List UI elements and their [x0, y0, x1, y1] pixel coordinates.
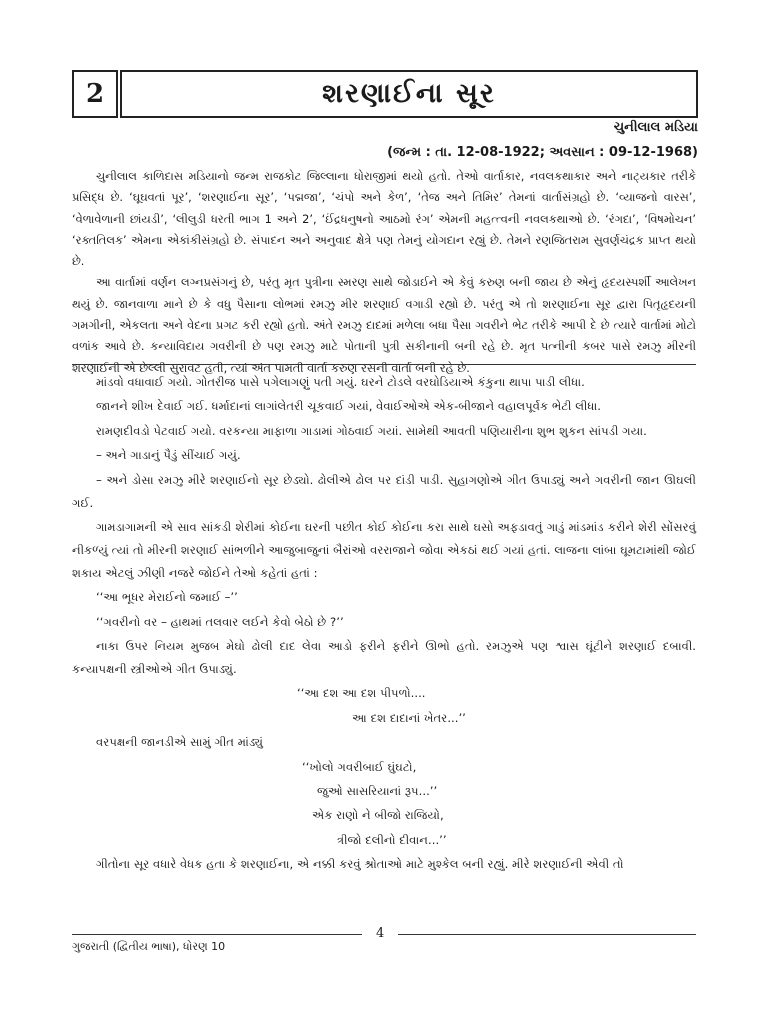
section-divider	[72, 364, 696, 365]
story-paragraph: ‘‘ગવરીનો વર – હાથમાં તલવાર લઈને કેવો બેઠો છે ?’’	[96, 614, 344, 629]
story-paragraph: – અને ડોસા રમઝુ મીરે શરણાઈનો સૂર છેડ્યો. ઢોલીએ ઢોલ પર દાંડી પાડી. સુહાગણોએ ગીત ઉપાડ્યું અને ગવરીની જાન ઊઘલી ગઈ.	[72, 472, 696, 510]
story-paragraph: – અને ગાડાનું પૈડું સીંચાઈ ગયું.	[96, 448, 241, 463]
chapter-header	[72, 70, 698, 116]
song-line: એક રાણો ને બીજો રાજિયો,	[312, 808, 444, 823]
song-line: જુઓ સાસરિયાનાં રૂપ...’’	[317, 783, 438, 798]
page-number: 4	[376, 926, 385, 941]
story-paragraph: ‘‘આ ભૂધર મેરાઈનો જમાઈ –’’	[96, 590, 238, 605]
song-line: ત્રીજો દલીનો દીવાન...’’	[337, 832, 447, 847]
chapter-number: 2	[72, 70, 118, 118]
intro-paragraph: આ વાર્તામાં વર્ણન લગ્નપ્રસંગનું છે, પરંતુ મૃત પુત્રીના સ્મરણ સાથે જોડાઈને એ કેવું કરુણ બની જાય છે એનું હૃદયસ્પર્શી આલેખન થયું છે. જાનવાળા માને છે કે વધુ પૈસાના લોભમાં રમઝુ મીર શરણાઈ વગાડી રહ્યો છે. પરંતુ એ તો શરણાઈના સૂર દ્વારા પિતૃહૃદયની ગમગીની, એકલતા અને વેદના પ્રગટ કરી રહ્યો હતો. અંતે રમઝુ દાદમાં મળેલા બધા પૈસા ગવરીને ભેટ તરીકે આપી દે છે ત્યારે વાર્તામાં મોટો વળાંક આવે છે. કન્યાવિદાય ગવરીની છે પણ રમઝુ માટે પોતાની પુત્રી સકીનાની બની રહે છે. મૃત પત્નીની કબર પાસે રમઝુ મીરની શરણાઈની એ છેલ્લી સુરાવટ હતી, ત્યાં અંત પામતી વાર્તા કરુણ રસની વાર્તા બની રહે છે.	[72, 275, 696, 375]
song-line: ‘‘આ દશ આ દશ પીપળો....	[297, 686, 426, 701]
story-paragraph: ગામડાગામની એ સાવ સાંકડી શેરીમાં કોઈના ઘરની પછીત કોઈ કોઈના કરા સાથે ઘસો અફડાવતું ગાડું માંડમાંડ કરીને શેરી સોંસરવું નીકળ્યું ત્યાં તો મીરની શરણાઈ સાંભળીને આજુબાજુનાં બૈરાંઓ વરરાજાને જોવા એકઠાં થઈ ગયાં હતાં. લાજના લાંબા ઘૂમટામાંથી જોઈ શકાય એટલું ઝીણી નજરે જોઈને તેઓ કહેતાં હતાં :	[72, 519, 696, 580]
song-line: ‘‘ખોલો ગવરીબાઈ ઘુંઘટો,	[302, 759, 417, 774]
footer-rule-right	[398, 934, 696, 935]
story-paragraph: જાનને શીખ દેવાઈ ગઈ. ધર્માદાનાં લાગાંલેતરી ચૂકવાઈ ગયાં, વેવાઈઓએ એક-બીજાને વહાલપૂર્વક ભેટી લીધા.	[96, 399, 601, 414]
book-title: ગુજરાતી (દ્વિતીય ભાષા), ધોરણ 10	[72, 940, 226, 953]
story-paragraph: વરપક્ષની જાનડીએ સામું ગીત માંડ્યું	[96, 735, 264, 750]
footer-rule-left	[72, 934, 362, 935]
story-paragraph: રામણદીવડો પેટવાઈ ગયો. વરકન્યા માફાળા ગાડામાં ગોઠવાઈ ગયાં. સામેથી આવતી પણિયારીના શુભ શુકન સાંપડી ગયા.	[96, 423, 647, 438]
song-line: આ દશ દાદાનાં ખેતર...’’	[352, 710, 466, 725]
story-body	[72, 371, 696, 878]
author-dates: (જન્મ : તા. 12-08-1922; અવસાન : 09-12-1968)	[387, 145, 698, 160]
author-intro	[72, 166, 696, 379]
author-name: ચુનીલાલ મડિયા	[613, 120, 698, 135]
story-paragraph: માંડવો વધાવાઈ ગયો. ગોતરીજ પાસે પગેલાગણું પતી ગયું. ઘરને ટોડલે વરઘોડિયાએ કંકુના થાપા પાડી લીધા.	[96, 375, 585, 389]
story-paragraph: નાકા ઉપર નિયમ મુજબ મેઘો ઢોલી દાદ લેવા આડો ફરીને ફરીને ઊભો હતો. રમઝુએ પણ શ્વાસ ઘૂંટીને શરણાઈ દબાવી. કન્યાપક્ષની સ્ત્રીઓએ ગીત ઉપાડ્યું.	[72, 638, 696, 676]
intro-paragraph: ચુનીલાલ કાળિદાસ મડિયાનો જન્મ રાજકોટ જિલ્લાના ધોરાજીમાં થયો હતો. તેઓ વાર્તાકાર, નવલકથાકાર અને નાટ્યકાર તરીકે પ્રસિદ્ધ છે. ‘ઘૂઘવતાં પૂર’, ‘શરણાઈના સૂર’, ‘પદ્મજા’, ‘ચંપો અને કેળ’, ‘તેજ અને તિમિર’ તેમનાં વાર્તાસંગ્રહો છે. ‘વ્યાજનો વારસ’, ‘વેળાવેળાની છાંયડી’, ‘લીલુડી ધરતી ભાગ 1 અને 2’, ‘ઈંદ્રધનુષનો આઠમો રંગ’ એમની મહત્ત્વની નવલકથાઓ છે. ‘રંગદા’, ‘વિષમોચન’ ‘રક્તતિલક’ એમના એકાંકીસંગ્રહો છે. સંપાદન અને અનુવાદ ક્ષેત્રે પણ તેમનું યોગદાન રહ્યું છે. તેમને રણજિતરામ સુવર્ણચંદ્રક પ્રાપ્ત થયો છે.	[72, 169, 696, 269]
story-paragraph: ગીતોના સૂર વધારે વેધક હતા કે શરણાઈના, એ નક્કી કરવું શ્રોતાઓ માટે મુશ્કેલ બની રહ્યું. મીરે શરણાઈની એવી તો	[96, 857, 624, 872]
chapter-title: શરણાઈના સૂર	[120, 70, 698, 118]
